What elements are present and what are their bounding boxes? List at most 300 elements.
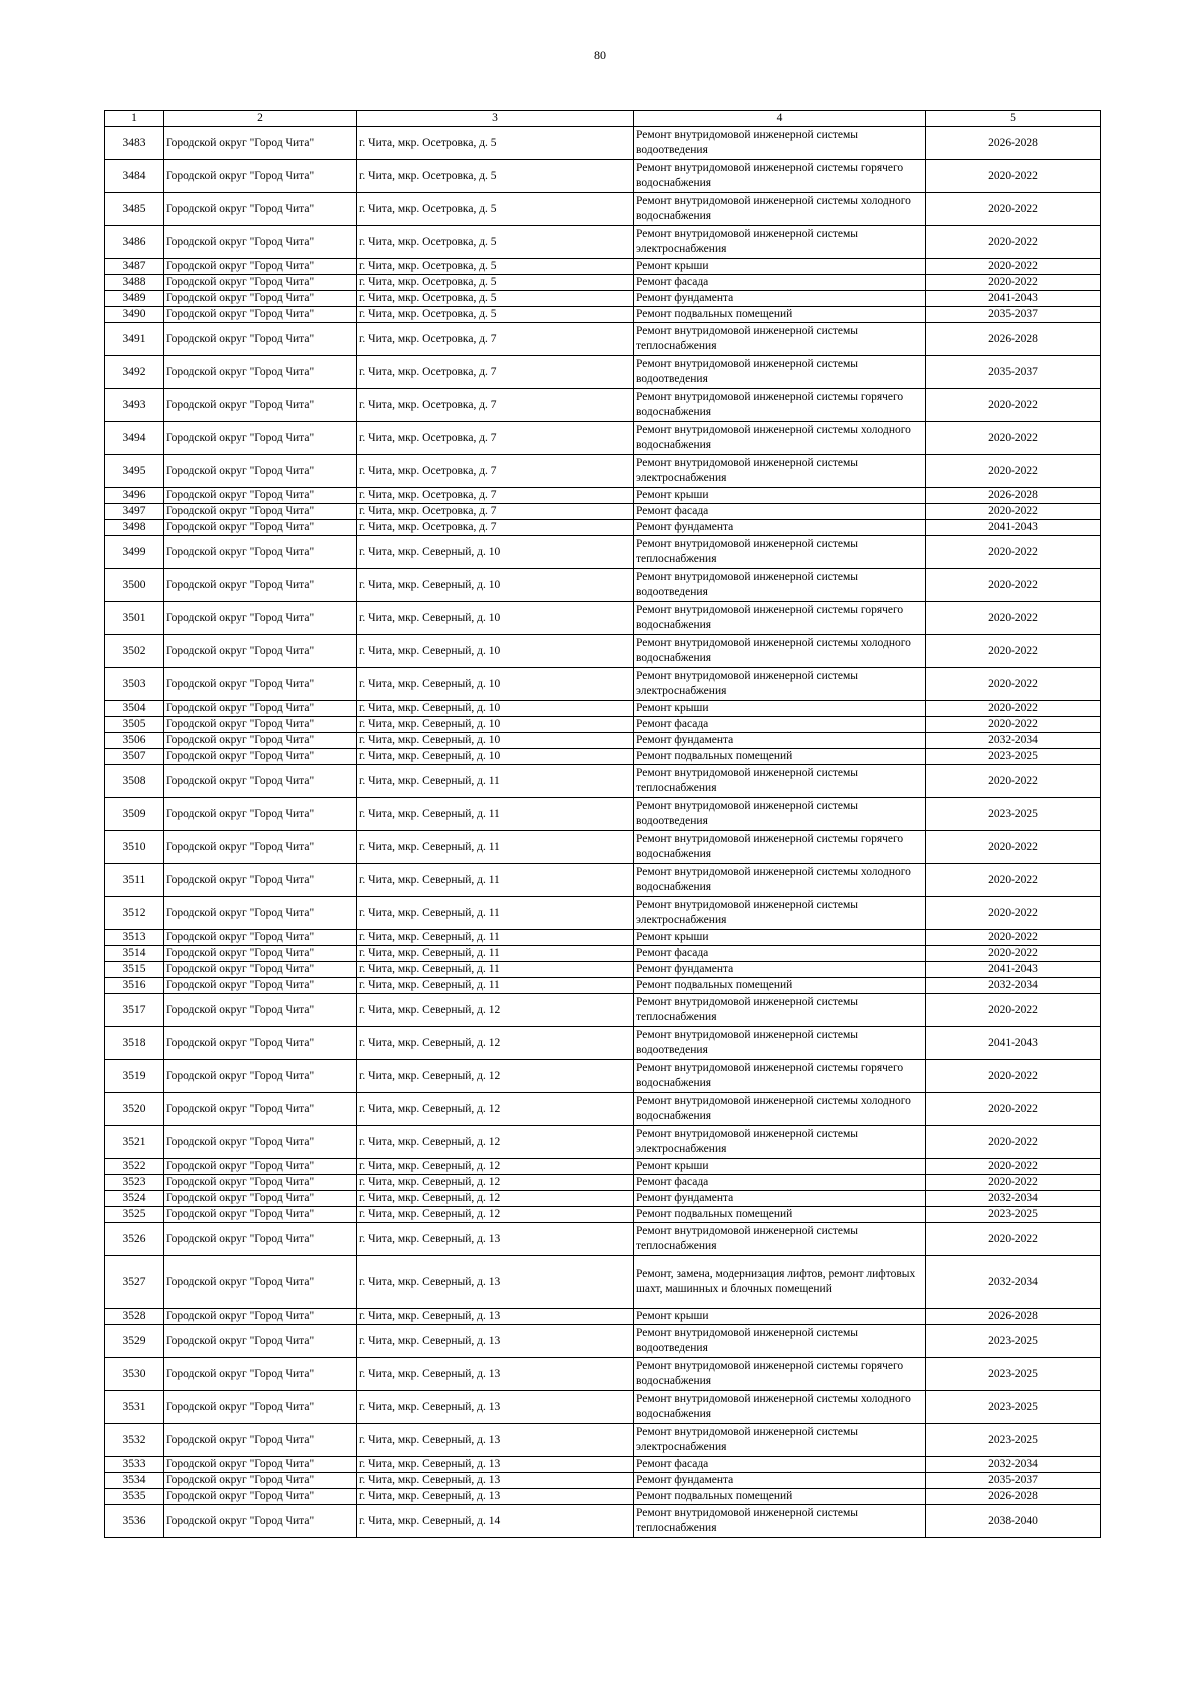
- table-row: [105, 749, 1101, 765]
- address-cell: г. Чита, мкр. Северный, д. 11: [357, 930, 634, 946]
- address-cell: г. Чита, мкр. Северный, д. 12: [357, 1060, 634, 1093]
- table-row: [105, 635, 1101, 668]
- period-cell: 2023-2025: [926, 1207, 1101, 1223]
- work-type-cell: Ремонт внутридомовой инженерной системы электроснабжения: [634, 1126, 926, 1159]
- work-type-cell: Ремонт внутридомовой инженерной системы холодного водоснабжения: [634, 635, 926, 668]
- table-row: [105, 602, 1101, 635]
- table-row: [105, 994, 1101, 1027]
- period-cell: 2035-2037: [926, 1473, 1101, 1489]
- table-row: [105, 1175, 1101, 1191]
- period-cell: 2020-2022: [926, 275, 1101, 291]
- row-number-cell: 3519: [105, 1060, 164, 1093]
- period-cell: 2032-2034: [926, 1457, 1101, 1473]
- column-header-5: 5: [926, 111, 1101, 127]
- municipality-cell: Городской округ "Город Чита": [164, 1223, 357, 1256]
- row-number-cell: 3498: [105, 520, 164, 536]
- work-type-cell: Ремонт внутридомовой инженерной системы водоотведения: [634, 356, 926, 389]
- work-type-cell: Ремонт фундамента: [634, 1473, 926, 1489]
- period-cell: 2020-2022: [926, 717, 1101, 733]
- table-row: [105, 160, 1101, 193]
- address-cell: г. Чита, мкр. Северный, д. 13: [357, 1489, 634, 1505]
- work-type-cell: Ремонт внутридомовой инженерной системы электроснабжения: [634, 668, 926, 701]
- municipality-cell: Городской округ "Город Чита": [164, 1175, 357, 1191]
- page-number: 80: [594, 48, 606, 62]
- row-number-cell: 3489: [105, 291, 164, 307]
- municipality-cell: Городской округ "Город Чита": [164, 1505, 357, 1538]
- work-type-cell: Ремонт внутридомовой инженерной системы теплоснабжения: [634, 323, 926, 356]
- table-row: [105, 1358, 1101, 1391]
- municipality-cell: Городской округ "Город Чита": [164, 389, 357, 422]
- municipality-cell: Городской округ "Город Чита": [164, 259, 357, 275]
- address-cell: г. Чита, мкр. Северный, д. 13: [357, 1256, 634, 1309]
- address-cell: г. Чита, мкр. Северный, д. 14: [357, 1505, 634, 1538]
- row-number-cell: 3532: [105, 1424, 164, 1457]
- work-type-cell: Ремонт внутридомовой инженерной системы водоотведения: [634, 1325, 926, 1358]
- municipality-cell: Городской округ "Город Чита": [164, 193, 357, 226]
- table-row: [105, 275, 1101, 291]
- table-row: [105, 864, 1101, 897]
- period-cell: 2020-2022: [926, 668, 1101, 701]
- municipality-cell: Городской округ "Город Чита": [164, 635, 357, 668]
- work-type-cell: Ремонт внутридомовой инженерной системы горячего водоснабжения: [634, 602, 926, 635]
- address-cell: г. Чита, мкр. Северный, д. 11: [357, 946, 634, 962]
- row-number-cell: 3516: [105, 978, 164, 994]
- row-number-cell: 3499: [105, 536, 164, 569]
- work-type-cell: Ремонт внутридомовой инженерной системы холодного водоснабжения: [634, 193, 926, 226]
- period-cell: 2032-2034: [926, 733, 1101, 749]
- table-row: [105, 504, 1101, 520]
- municipality-cell: Городской округ "Город Чита": [164, 504, 357, 520]
- work-type-cell: Ремонт крыши: [634, 1309, 926, 1325]
- municipality-cell: Городской округ "Город Чита": [164, 978, 357, 994]
- row-number-cell: 3530: [105, 1358, 164, 1391]
- table-row: [105, 356, 1101, 389]
- municipality-cell: Городской округ "Город Чита": [164, 569, 357, 602]
- municipality-cell: Городской округ "Город Чита": [164, 602, 357, 635]
- address-cell: г. Чита, мкр. Осетровка, д. 5: [357, 226, 634, 259]
- table-row: [105, 1126, 1101, 1159]
- table-row: [105, 668, 1101, 701]
- table-row: [105, 455, 1101, 488]
- work-type-cell: Ремонт крыши: [634, 259, 926, 275]
- address-cell: г. Чита, мкр. Северный, д. 12: [357, 1191, 634, 1207]
- municipality-cell: Городской округ "Город Чита": [164, 307, 357, 323]
- work-type-cell: Ремонт внутридомовой инженерной системы горячего водоснабжения: [634, 389, 926, 422]
- row-number-cell: 3503: [105, 668, 164, 701]
- address-cell: г. Чита, мкр. Северный, д. 10: [357, 569, 634, 602]
- row-number-cell: 3520: [105, 1093, 164, 1126]
- period-cell: 2020-2022: [926, 946, 1101, 962]
- municipality-cell: Городской округ "Город Чита": [164, 1325, 357, 1358]
- column-header-2: 2: [164, 111, 357, 127]
- row-number-cell: 3515: [105, 962, 164, 978]
- address-cell: г. Чита, мкр. Северный, д. 13: [357, 1358, 634, 1391]
- period-cell: 2020-2022: [926, 994, 1101, 1027]
- row-number-cell: 3518: [105, 1027, 164, 1060]
- municipality-cell: Городской округ "Город Чита": [164, 1093, 357, 1126]
- work-type-cell: Ремонт фундамента: [634, 962, 926, 978]
- column-header-3: 3: [357, 111, 634, 127]
- work-type-cell: Ремонт подвальных помещений: [634, 1489, 926, 1505]
- address-cell: г. Чита, мкр. Северный, д. 12: [357, 1175, 634, 1191]
- table-row: [105, 1325, 1101, 1358]
- period-cell: 2020-2022: [926, 160, 1101, 193]
- row-number-cell: 3517: [105, 994, 164, 1027]
- work-type-cell: Ремонт внутридомовой инженерной системы горячего водоснабжения: [634, 1060, 926, 1093]
- table-row: [105, 488, 1101, 504]
- municipality-cell: Городской округ "Город Чита": [164, 488, 357, 504]
- period-cell: 2032-2034: [926, 1256, 1101, 1309]
- table-row: [105, 962, 1101, 978]
- municipality-cell: Городской округ "Город Чита": [164, 1457, 357, 1473]
- work-type-cell: Ремонт крыши: [634, 1159, 926, 1175]
- period-cell: 2020-2022: [926, 1159, 1101, 1175]
- work-type-cell: Ремонт внутридомовой инженерной системы горячего водоснабжения: [634, 160, 926, 193]
- address-cell: г. Чита, мкр. Осетровка, д. 7: [357, 520, 634, 536]
- period-cell: 2032-2034: [926, 1191, 1101, 1207]
- address-cell: г. Чита, мкр. Осетровка, д. 5: [357, 127, 634, 160]
- period-cell: 2032-2034: [926, 978, 1101, 994]
- municipality-cell: Городской округ "Город Чита": [164, 1027, 357, 1060]
- period-cell: 2041-2043: [926, 520, 1101, 536]
- municipality-cell: Городской округ "Город Чита": [164, 160, 357, 193]
- period-cell: 2023-2025: [926, 798, 1101, 831]
- work-type-cell: Ремонт подвальных помещений: [634, 978, 926, 994]
- municipality-cell: Городской округ "Город Чита": [164, 717, 357, 733]
- address-cell: г. Чита, мкр. Осетровка, д. 7: [357, 488, 634, 504]
- row-number-cell: 3500: [105, 569, 164, 602]
- work-type-cell: Ремонт фундамента: [634, 291, 926, 307]
- address-cell: г. Чита, мкр. Северный, д. 13: [357, 1473, 634, 1489]
- period-cell: 2020-2022: [926, 259, 1101, 275]
- work-type-cell: Ремонт внутридомовой инженерной системы теплоснабжения: [634, 994, 926, 1027]
- period-cell: 2020-2022: [926, 389, 1101, 422]
- row-number-cell: 3524: [105, 1191, 164, 1207]
- column-header-1: 1: [105, 111, 164, 127]
- table-row: [105, 733, 1101, 749]
- row-number-cell: 3501: [105, 602, 164, 635]
- municipality-cell: Городской округ "Город Чита": [164, 1489, 357, 1505]
- period-cell: 2020-2022: [926, 831, 1101, 864]
- address-cell: г. Чита, мкр. Северный, д. 11: [357, 765, 634, 798]
- period-cell: 2020-2022: [926, 226, 1101, 259]
- period-cell: 2023-2025: [926, 749, 1101, 765]
- row-number-cell: 3509: [105, 798, 164, 831]
- work-type-cell: Ремонт внутридомовой инженерной системы теплоснабжения: [634, 536, 926, 569]
- municipality-cell: Городской округ "Город Чита": [164, 733, 357, 749]
- period-cell: 2026-2028: [926, 323, 1101, 356]
- municipality-cell: Городской округ "Город Чита": [164, 798, 357, 831]
- municipality-cell: Городской округ "Город Чита": [164, 864, 357, 897]
- work-type-cell: Ремонт внутридомовой инженерной системы теплоснабжения: [634, 1223, 926, 1256]
- row-number-cell: 3534: [105, 1473, 164, 1489]
- table-row: [105, 569, 1101, 602]
- period-cell: 2023-2025: [926, 1424, 1101, 1457]
- work-type-cell: Ремонт внутридомовой инженерной системы водоотведения: [634, 569, 926, 602]
- municipality-cell: Городской округ "Город Чита": [164, 1256, 357, 1309]
- period-cell: 2041-2043: [926, 291, 1101, 307]
- row-number-cell: 3490: [105, 307, 164, 323]
- table-row: [105, 259, 1101, 275]
- work-type-cell: Ремонт подвальных помещений: [634, 749, 926, 765]
- address-cell: г. Чита, мкр. Северный, д. 10: [357, 749, 634, 765]
- row-number-cell: 3484: [105, 160, 164, 193]
- period-cell: 2026-2028: [926, 1489, 1101, 1505]
- period-cell: 2020-2022: [926, 930, 1101, 946]
- row-number-cell: 3525: [105, 1207, 164, 1223]
- address-cell: г. Чита, мкр. Северный, д. 11: [357, 897, 634, 930]
- address-cell: г. Чита, мкр. Осетровка, д. 5: [357, 291, 634, 307]
- row-number-cell: 3496: [105, 488, 164, 504]
- row-number-cell: 3529: [105, 1325, 164, 1358]
- address-cell: г. Чита, мкр. Северный, д. 10: [357, 536, 634, 569]
- table-row: [105, 1027, 1101, 1060]
- work-type-cell: Ремонт подвальных помещений: [634, 1207, 926, 1223]
- period-cell: 2020-2022: [926, 765, 1101, 798]
- municipality-cell: Городской округ "Город Чита": [164, 1358, 357, 1391]
- row-number-cell: 3502: [105, 635, 164, 668]
- work-type-cell: Ремонт фасада: [634, 717, 926, 733]
- address-cell: г. Чита, мкр. Северный, д. 12: [357, 1159, 634, 1175]
- period-cell: 2020-2022: [926, 1126, 1101, 1159]
- table-row: [105, 291, 1101, 307]
- row-number-cell: 3483: [105, 127, 164, 160]
- table-row: [105, 1093, 1101, 1126]
- work-type-cell: Ремонт внутридомовой инженерной системы теплоснабжения: [634, 1505, 926, 1538]
- address-cell: г. Чита, мкр. Северный, д. 12: [357, 1207, 634, 1223]
- municipality-cell: Городской округ "Город Чита": [164, 930, 357, 946]
- table-row: [105, 1309, 1101, 1325]
- municipality-cell: Городской округ "Город Чита": [164, 897, 357, 930]
- row-number-cell: 3491: [105, 323, 164, 356]
- work-type-cell: Ремонт внутридомовой инженерной системы электроснабжения: [634, 1424, 926, 1457]
- address-cell: г. Чита, мкр. Северный, д. 10: [357, 701, 634, 717]
- table-row: [105, 520, 1101, 536]
- table-row: [105, 1473, 1101, 1489]
- address-cell: г. Чита, мкр. Северный, д. 10: [357, 635, 634, 668]
- work-type-cell: Ремонт фасада: [634, 946, 926, 962]
- table-row: [105, 717, 1101, 733]
- period-cell: 2041-2043: [926, 1027, 1101, 1060]
- work-type-cell: Ремонт внутридомовой инженерной системы водоотведения: [634, 1027, 926, 1060]
- address-cell: г. Чита, мкр. Северный, д. 12: [357, 994, 634, 1027]
- work-type-cell: Ремонт внутридомовой инженерной системы электроснабжения: [634, 897, 926, 930]
- address-cell: г. Чита, мкр. Осетровка, д. 7: [357, 389, 634, 422]
- address-cell: г. Чита, мкр. Осетровка, д. 5: [357, 259, 634, 275]
- table-row: [105, 323, 1101, 356]
- row-number-cell: 3485: [105, 193, 164, 226]
- municipality-cell: Городской округ "Город Чита": [164, 831, 357, 864]
- address-cell: г. Чита, мкр. Северный, д. 13: [357, 1391, 634, 1424]
- address-cell: г. Чита, мкр. Северный, д. 12: [357, 1027, 634, 1060]
- municipality-cell: Городской округ "Город Чита": [164, 323, 357, 356]
- row-number-cell: 3507: [105, 749, 164, 765]
- table-row: [105, 536, 1101, 569]
- work-type-cell: Ремонт внутридомовой инженерной системы электроснабжения: [634, 226, 926, 259]
- row-number-cell: 3492: [105, 356, 164, 389]
- work-type-cell: Ремонт внутридомовой инженерной системы холодного водоснабжения: [634, 422, 926, 455]
- municipality-cell: Городской округ "Город Чита": [164, 1309, 357, 1325]
- work-type-cell: Ремонт фасада: [634, 504, 926, 520]
- column-header-4: 4: [634, 111, 926, 127]
- table-row: [105, 127, 1101, 160]
- work-type-cell: Ремонт внутридомовой инженерной системы горячего водоснабжения: [634, 1358, 926, 1391]
- period-cell: 2020-2022: [926, 193, 1101, 226]
- table-row: [105, 1191, 1101, 1207]
- table-header-row: [105, 111, 1101, 127]
- table-row: [105, 1457, 1101, 1473]
- address-cell: г. Чита, мкр. Северный, д. 13: [357, 1457, 634, 1473]
- repair-schedule-table: [104, 110, 1101, 1538]
- municipality-cell: Городской округ "Город Чита": [164, 946, 357, 962]
- work-type-cell: Ремонт внутридомовой инженерной системы электроснабжения: [634, 455, 926, 488]
- address-cell: г. Чита, мкр. Осетровка, д. 7: [357, 323, 634, 356]
- row-number-cell: 3487: [105, 259, 164, 275]
- table-row: [105, 389, 1101, 422]
- row-number-cell: 3505: [105, 717, 164, 733]
- address-cell: г. Чита, мкр. Осетровка, д. 5: [357, 193, 634, 226]
- municipality-cell: Городской округ "Город Чита": [164, 701, 357, 717]
- period-cell: 2020-2022: [926, 1223, 1101, 1256]
- period-cell: 2041-2043: [926, 962, 1101, 978]
- table-row: [105, 798, 1101, 831]
- address-cell: г. Чита, мкр. Осетровка, д. 7: [357, 455, 634, 488]
- row-number-cell: 3495: [105, 455, 164, 488]
- work-type-cell: Ремонт фасада: [634, 1175, 926, 1191]
- work-type-cell: Ремонт крыши: [634, 488, 926, 504]
- row-number-cell: 3510: [105, 831, 164, 864]
- table-row: [105, 1424, 1101, 1457]
- municipality-cell: Городской округ "Город Чита": [164, 455, 357, 488]
- address-cell: г. Чита, мкр. Северный, д. 10: [357, 668, 634, 701]
- municipality-cell: Городской округ "Город Чита": [164, 536, 357, 569]
- period-cell: 2026-2028: [926, 127, 1101, 160]
- municipality-cell: Городской округ "Город Чита": [164, 1424, 357, 1457]
- table-row: [105, 701, 1101, 717]
- row-number-cell: 3504: [105, 701, 164, 717]
- work-type-cell: Ремонт крыши: [634, 701, 926, 717]
- row-number-cell: 3536: [105, 1505, 164, 1538]
- period-cell: 2035-2037: [926, 307, 1101, 323]
- address-cell: г. Чита, мкр. Северный, д. 13: [357, 1309, 634, 1325]
- municipality-cell: Городской округ "Город Чита": [164, 1126, 357, 1159]
- municipality-cell: Городской округ "Город Чита": [164, 668, 357, 701]
- municipality-cell: Городской округ "Город Чита": [164, 356, 357, 389]
- address-cell: г. Чита, мкр. Осетровка, д. 7: [357, 422, 634, 455]
- work-type-cell: Ремонт фасада: [634, 275, 926, 291]
- municipality-cell: Городской округ "Город Чита": [164, 765, 357, 798]
- period-cell: 2023-2025: [926, 1391, 1101, 1424]
- table-row: [105, 1505, 1101, 1538]
- period-cell: 2026-2028: [926, 488, 1101, 504]
- period-cell: 2026-2028: [926, 1309, 1101, 1325]
- row-number-cell: 3486: [105, 226, 164, 259]
- address-cell: г. Чита, мкр. Северный, д. 10: [357, 602, 634, 635]
- address-cell: г. Чита, мкр. Осетровка, д. 5: [357, 275, 634, 291]
- address-cell: г. Чита, мкр. Северный, д. 11: [357, 864, 634, 897]
- municipality-cell: Городской округ "Город Чита": [164, 1191, 357, 1207]
- row-number-cell: 3531: [105, 1391, 164, 1424]
- work-type-cell: Ремонт внутридомовой инженерной системы холодного водоснабжения: [634, 1093, 926, 1126]
- row-number-cell: 3511: [105, 864, 164, 897]
- municipality-cell: Городской округ "Город Чита": [164, 749, 357, 765]
- work-type-cell: Ремонт крыши: [634, 930, 926, 946]
- municipality-cell: Городской округ "Город Чита": [164, 1473, 357, 1489]
- work-type-cell: Ремонт подвальных помещений: [634, 307, 926, 323]
- table-body: [105, 127, 1101, 1538]
- table-row: [105, 897, 1101, 930]
- address-cell: г. Чита, мкр. Северный, д. 11: [357, 978, 634, 994]
- period-cell: 2020-2022: [926, 701, 1101, 717]
- period-cell: 2020-2022: [926, 422, 1101, 455]
- table-row: [105, 1207, 1101, 1223]
- period-cell: 2023-2025: [926, 1358, 1101, 1391]
- municipality-cell: Городской округ "Город Чита": [164, 1207, 357, 1223]
- table-row: [105, 831, 1101, 864]
- work-type-cell: Ремонт фундамента: [634, 733, 926, 749]
- table-row: [105, 1060, 1101, 1093]
- table-row: [105, 1391, 1101, 1424]
- work-type-cell: Ремонт фундамента: [634, 1191, 926, 1207]
- address-cell: г. Чита, мкр. Северный, д. 13: [357, 1325, 634, 1358]
- work-type-cell: Ремонт внутридомовой инженерной системы холодного водоснабжения: [634, 1391, 926, 1424]
- municipality-cell: Городской округ "Город Чита": [164, 127, 357, 160]
- table-row: [105, 226, 1101, 259]
- row-number-cell: 3535: [105, 1489, 164, 1505]
- address-cell: г. Чита, мкр. Осетровка, д. 7: [357, 504, 634, 520]
- work-type-cell: Ремонт внутридомовой инженерной системы водоотведения: [634, 127, 926, 160]
- table-row: [105, 930, 1101, 946]
- table-row: [105, 946, 1101, 962]
- municipality-cell: Городской округ "Город Чита": [164, 1391, 357, 1424]
- row-number-cell: 3493: [105, 389, 164, 422]
- period-cell: 2020-2022: [926, 569, 1101, 602]
- address-cell: г. Чита, мкр. Осетровка, д. 5: [357, 307, 634, 323]
- address-cell: г. Чита, мкр. Северный, д. 11: [357, 798, 634, 831]
- period-cell: 2020-2022: [926, 536, 1101, 569]
- address-cell: г. Чита, мкр. Северный, д. 13: [357, 1424, 634, 1457]
- address-cell: г. Чита, мкр. Северный, д. 12: [357, 1093, 634, 1126]
- address-cell: г. Чита, мкр. Северный, д. 12: [357, 1126, 634, 1159]
- row-number-cell: 3522: [105, 1159, 164, 1175]
- municipality-cell: Городской округ "Город Чита": [164, 226, 357, 259]
- row-number-cell: 3523: [105, 1175, 164, 1191]
- table-row: [105, 193, 1101, 226]
- municipality-cell: Городской округ "Город Чита": [164, 1060, 357, 1093]
- municipality-cell: Городской округ "Город Чита": [164, 275, 357, 291]
- period-cell: 2020-2022: [926, 1093, 1101, 1126]
- row-number-cell: 3527: [105, 1256, 164, 1309]
- period-cell: 2020-2022: [926, 1175, 1101, 1191]
- work-type-cell: Ремонт фасада: [634, 1457, 926, 1473]
- period-cell: 2038-2040: [926, 1505, 1101, 1538]
- work-type-cell: Ремонт внутридомовой инженерной системы холодного водоснабжения: [634, 864, 926, 897]
- period-cell: 2020-2022: [926, 504, 1101, 520]
- table-row: [105, 1159, 1101, 1175]
- address-cell: г. Чита, мкр. Осетровка, д. 7: [357, 356, 634, 389]
- table-row: [105, 1223, 1101, 1256]
- row-number-cell: 3521: [105, 1126, 164, 1159]
- period-cell: 2020-2022: [926, 864, 1101, 897]
- row-number-cell: 3512: [105, 897, 164, 930]
- table-row: [105, 1489, 1101, 1505]
- municipality-cell: Городской округ "Город Чита": [164, 1159, 357, 1175]
- row-number-cell: 3526: [105, 1223, 164, 1256]
- row-number-cell: 3533: [105, 1457, 164, 1473]
- address-cell: г. Чита, мкр. Северный, д. 13: [357, 1223, 634, 1256]
- table-row: [105, 1256, 1101, 1309]
- table-row: [105, 422, 1101, 455]
